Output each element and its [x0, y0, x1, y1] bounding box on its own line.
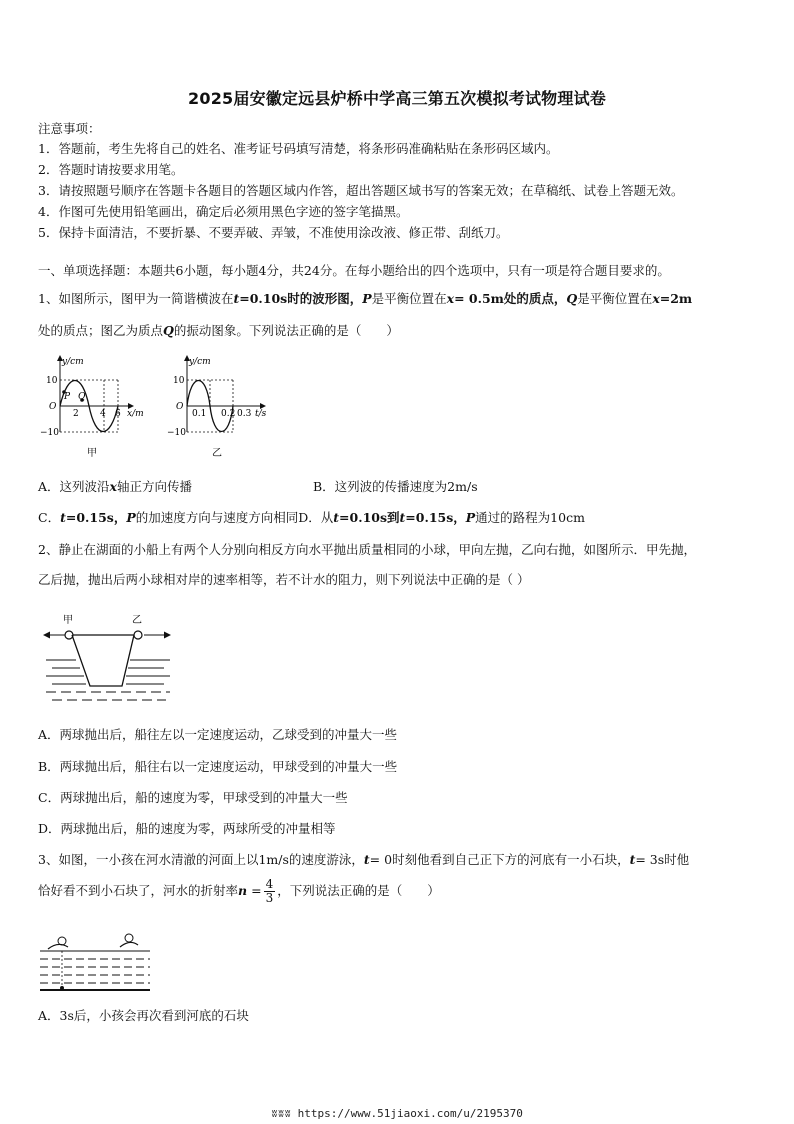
q2-stem-line2: 乙后抛，抛出后两小球相对岸的速率相等，若不计水的阻力，则下列说法中正确的是（ ） — [38, 572, 530, 587]
notice-item-4: 4．作图可先使用铅笔画出，确定后必须用黑色字迹的签字笔描黑。 — [38, 204, 409, 219]
tick-t-01: 0.1 — [192, 409, 207, 419]
water-lines — [40, 951, 150, 983]
q2-option-d: D．两球抛出后，船的速度为零，两球所受的冲量相等 — [38, 821, 336, 836]
footer-url: ʬʬʬ https://www.51jiaoxi.com/u/2195370 — [271, 1107, 523, 1120]
vibration-graph-yi — [165, 352, 280, 462]
notice-item-1: 1．答题前，考生先将自己的姓名、准考证号码填写清楚，将条形码准确粘贴在条形码区域内。 — [38, 141, 559, 156]
tick-minus-10: −10 — [167, 428, 186, 438]
y-axis-label: y/cm — [189, 357, 211, 367]
caption-yi: 乙 — [212, 448, 222, 459]
wave-graph-jia — [38, 352, 153, 462]
tick-10: 10 — [46, 376, 58, 386]
q3-stem-line2: 恰好看不到小石块了，河水的折射率n = $\frac{4}{3}$ ，下列说法正确的是（ ） — [38, 877, 440, 905]
tick-t-03: 0.3 — [237, 409, 252, 419]
water-lines — [46, 660, 170, 700]
q1-option-a: A．这列波沿x轴正方向传播 — [38, 479, 192, 494]
origin-label: O — [176, 402, 184, 412]
q3-option-a: A．3s后，小孩会再次看到河底的石块 — [38, 1008, 249, 1023]
x-axis-label: x/m — [127, 409, 144, 419]
q1-option-b: B．这列波的传播速度为2m/s — [313, 479, 478, 494]
ball-yi — [134, 631, 142, 639]
swimmer-diagram — [38, 927, 158, 997]
label-yi: 乙 — [132, 615, 142, 626]
q1-option-c-d: C．t=0.15s，P的加速度方向与速度方向相同D．从t=0.10s到t=0.15s，P通过的路程为10cm — [38, 510, 585, 525]
tick-x-6: 6 — [115, 409, 121, 419]
child-icon-end — [120, 934, 138, 947]
notice-item-2: 2．答题时请按要求用笔。 — [38, 162, 184, 177]
boat-hull — [72, 635, 134, 686]
q1-stem-line1: 1、如图所示，图甲为一简谐横波在t=0.10s时的波形图，P是平衡位置在x= 0.5m处的质点，Q是平衡位置在x=2m — [38, 291, 693, 306]
t-axis-label: t/s — [255, 409, 267, 419]
tick-minus-10: −10 — [40, 428, 59, 438]
label-q: Q — [78, 392, 86, 402]
tick-10: 10 — [173, 376, 185, 386]
stone — [60, 986, 64, 990]
child-icon-start — [48, 937, 68, 949]
label-p: P — [64, 392, 71, 402]
tick-x-4: 4 — [100, 409, 106, 419]
q3-stem-line1: 3、如图，一小孩在河水清澈的河面上以1m/s的速度游泳，t= 0时刻他看到自己正下方的河底有一小石块，t= 3s时他 — [38, 852, 690, 867]
boat-diagram — [38, 610, 208, 705]
page-title: 2025届安徽定远县炉桥中学高三第五次模拟考试物理试卷 — [188, 89, 606, 108]
q2-stem-line1: 2、静止在湖面的小船上有两个人分别向相反方向水平抛出质量相同的小球，甲向左抛，乙向右抛，如图所示．甲先抛， — [38, 542, 696, 557]
notice-item-3: 3．请按照题号顺序在答题卡各题目的答题区域内作答，超出答题区域书写的答案无效；在草稿纸、试卷上答题无效。 — [38, 183, 684, 198]
q2-option-b: B．两球抛出后，船往右以一定速度运动，甲球受到的冲量大一些 — [38, 759, 398, 774]
label-jia: 甲 — [63, 615, 73, 626]
tick-x-2: 2 — [73, 409, 79, 419]
section-heading: 一、单项选择题：本题共6小题，每小题4分，共24分。在每小题给出的四个选项中，只有一项是符合题目要求的。 — [38, 263, 670, 278]
y-axis-label: y/cm — [62, 357, 84, 367]
tick-t-02: 0.2 — [221, 409, 236, 419]
ball-jia — [65, 631, 73, 639]
origin-label: O — [49, 402, 57, 412]
q2-option-a: A．两球抛出后，船往左以一定速度运动，乙球受到的冲量大一些 — [38, 727, 398, 742]
notice-item-5: 5．保持卡面清洁，不要折暴、不要弄破、弄皱，不准使用涂改液、修正带、刮纸刀。 — [38, 225, 509, 240]
q1-stem-line2: 处的质点；图乙为质点Q的振动图象。下列说法正确的是（ ） — [38, 323, 399, 338]
notice-heading: 注意事项： — [38, 121, 101, 136]
q2-option-c: C．两球抛出后，船的速度为零，甲球受到的冲量大一些 — [38, 790, 348, 805]
refractive-index-fraction: $\frac{4}{3}$ — [265, 877, 274, 905]
caption-jia: 甲 — [87, 448, 97, 459]
